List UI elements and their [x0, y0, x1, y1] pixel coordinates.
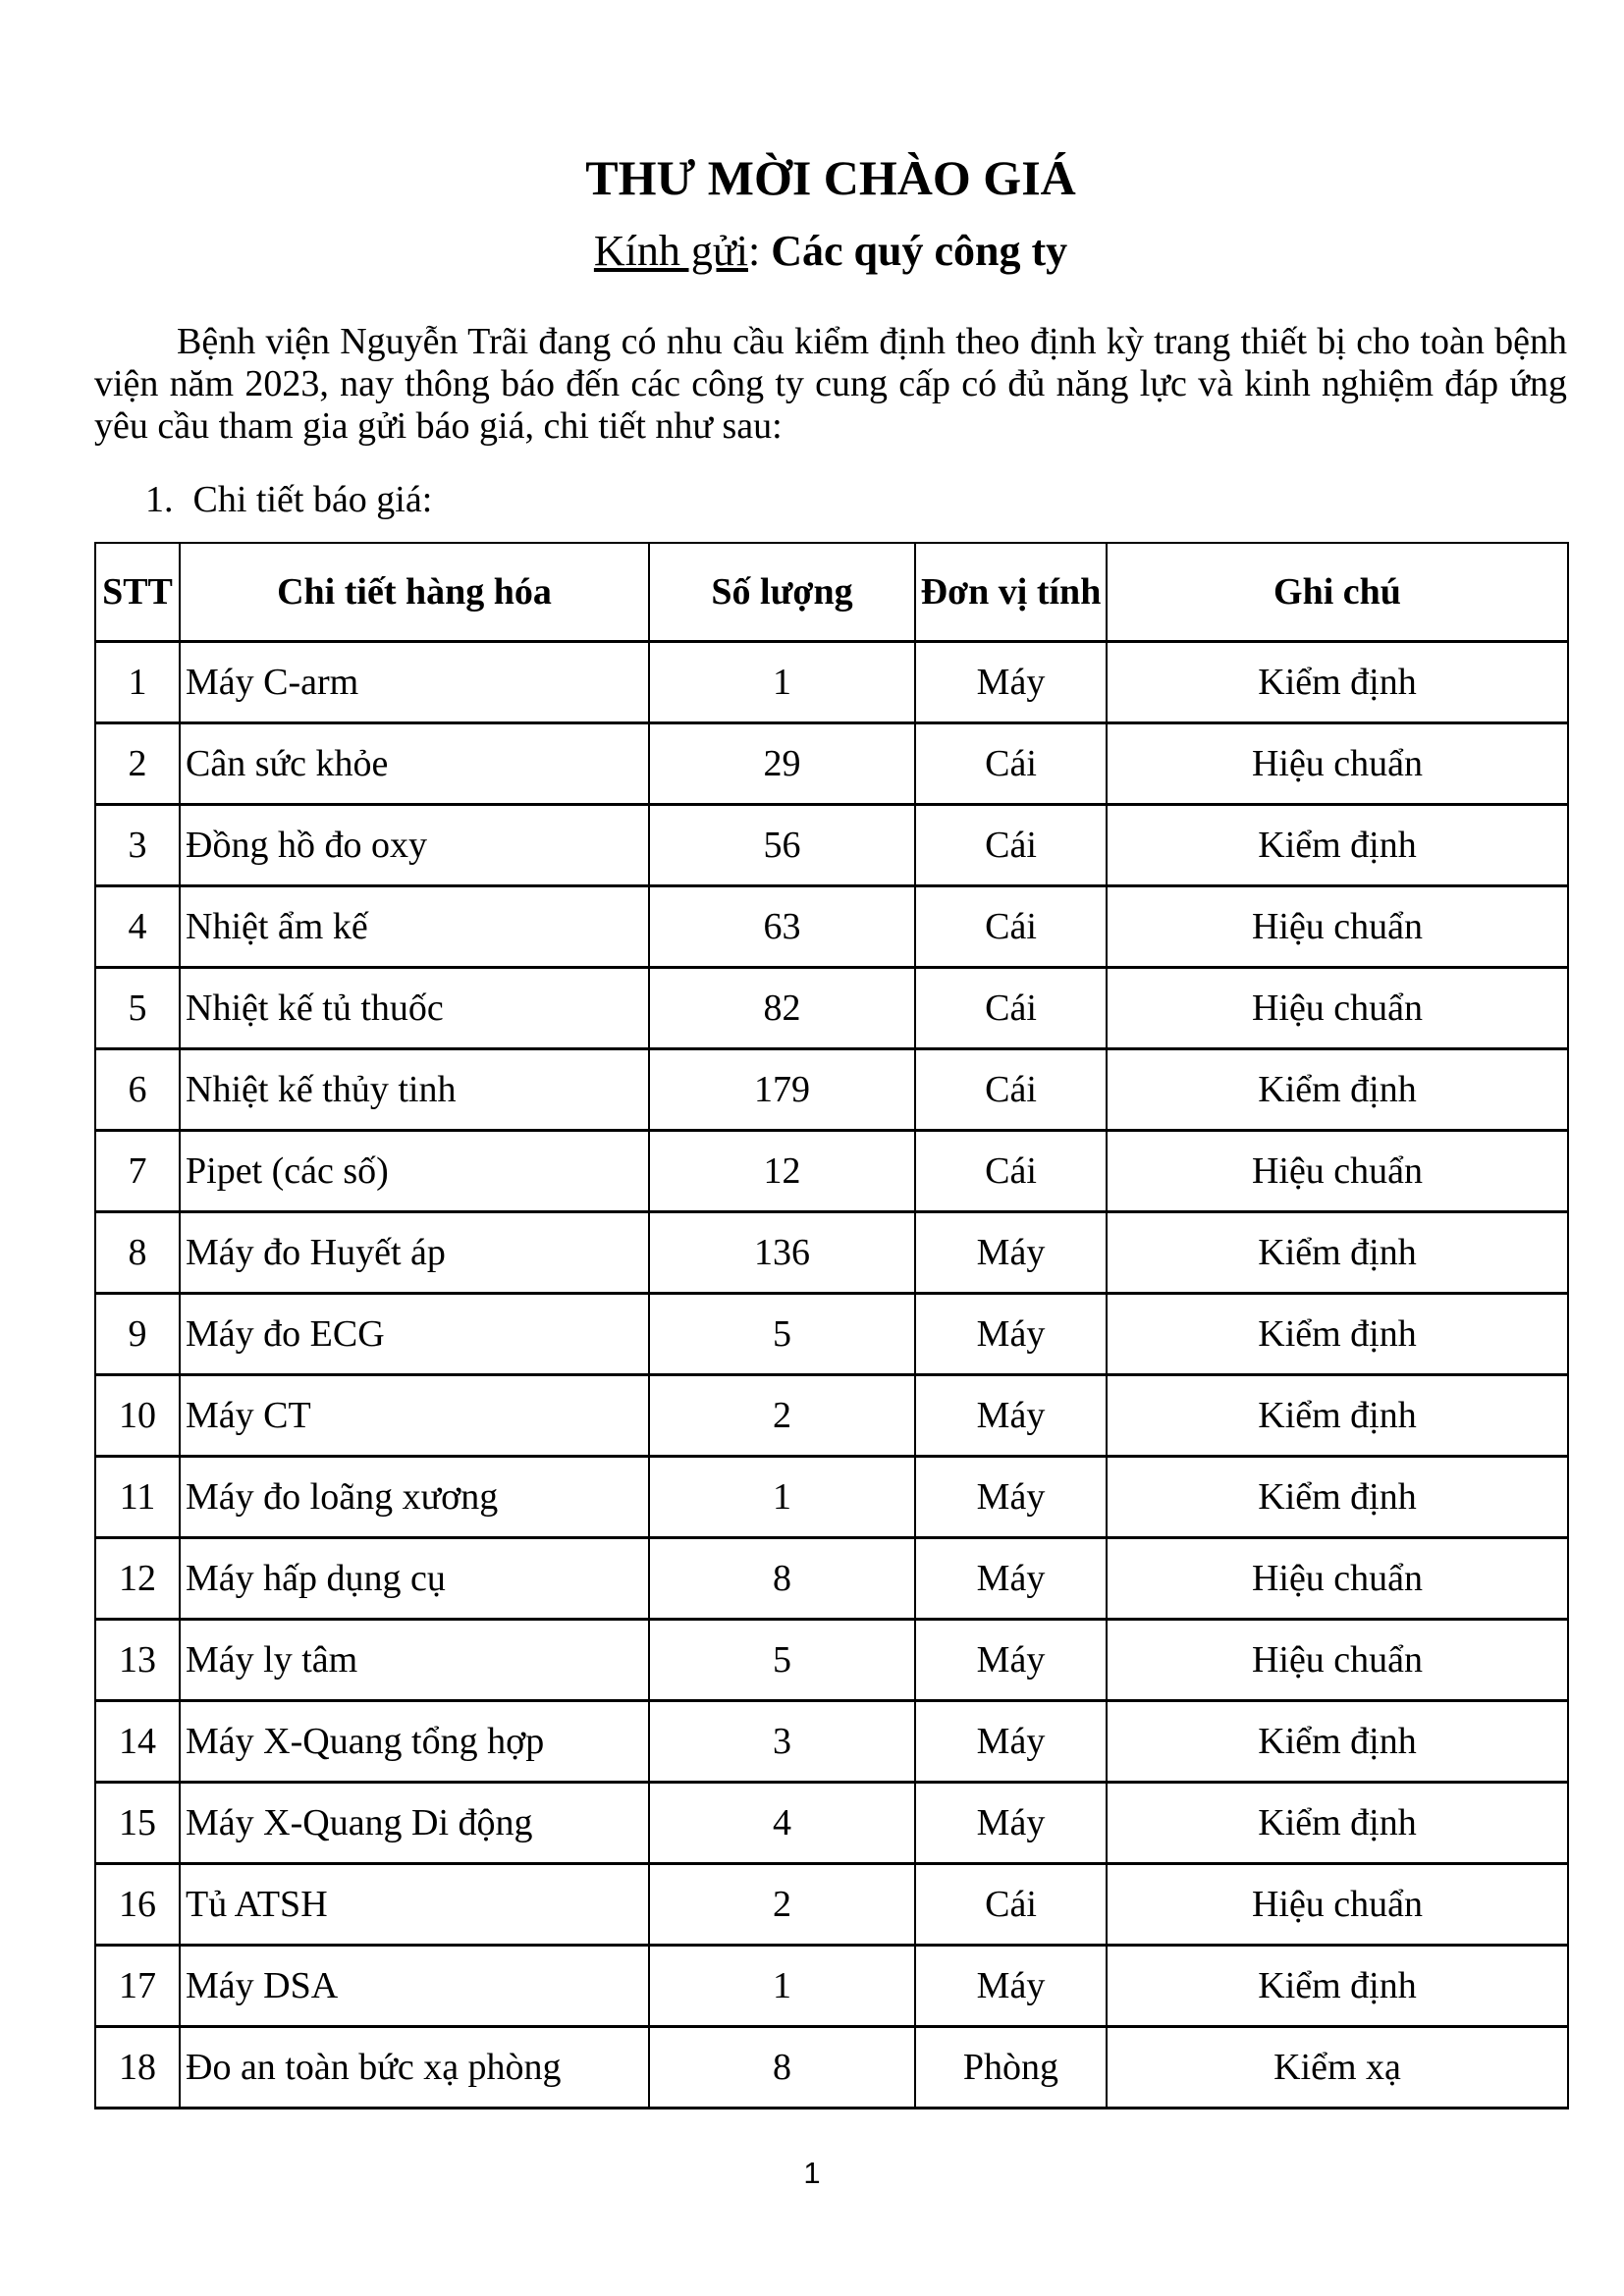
row-note: Kiểm định — [1107, 1211, 1568, 1293]
row-quantity: 63 — [649, 885, 915, 967]
table-row — [95, 1700, 1568, 1782]
row-item-name: Đo an toàn bức xạ phòng — [180, 2026, 649, 2108]
row-unit: Máy — [915, 1537, 1107, 1619]
row-unit: Cái — [915, 885, 1107, 967]
row-item-name: Máy ly tâm — [180, 1619, 649, 1700]
row-item-name: Máy DSA — [180, 1945, 649, 2026]
row-item-name: Pipet (các số) — [180, 1130, 649, 1211]
row-stt: 16 — [95, 1863, 180, 1945]
row-unit: Cái — [915, 804, 1107, 885]
salutation-greeting: Kính gửi — [593, 227, 748, 275]
row-note: Kiểm định — [1107, 641, 1568, 722]
row-stt: 18 — [95, 2026, 180, 2108]
table-row — [95, 1130, 1568, 1211]
table-row — [95, 1048, 1568, 1130]
row-unit: Cái — [915, 722, 1107, 804]
row-note: Hiệu chuẩn — [1107, 1537, 1568, 1619]
row-stt: 4 — [95, 885, 180, 967]
row-quantity: 56 — [649, 804, 915, 885]
quote-table-body — [95, 641, 1568, 2108]
row-item-name: Nhiệt ẩm kế — [180, 885, 649, 967]
row-stt: 17 — [95, 1945, 180, 2026]
row-quantity: 8 — [649, 2026, 915, 2108]
row-quantity: 8 — [649, 1537, 915, 1619]
row-item-name: Máy hấp dụng cụ — [180, 1537, 649, 1619]
table-row — [95, 1456, 1568, 1537]
row-quantity: 5 — [649, 1293, 915, 1374]
salutation-addressee: Các quý công ty — [771, 227, 1068, 275]
row-unit: Máy — [915, 1456, 1107, 1537]
row-item-name: Cân sức khỏe — [180, 722, 649, 804]
header-quantity: Số lượng — [649, 543, 915, 641]
row-quantity: 4 — [649, 1782, 915, 1863]
table-row — [95, 804, 1568, 885]
header-stt: STT — [95, 543, 180, 641]
row-note: Kiểm định — [1107, 1456, 1568, 1537]
page-number: 1 — [803, 2156, 821, 2190]
row-stt: 3 — [95, 804, 180, 885]
table-row — [95, 641, 1568, 722]
row-unit: Cái — [915, 967, 1107, 1048]
row-quantity: 1 — [649, 641, 915, 722]
row-unit: Máy — [915, 1374, 1107, 1456]
row-stt: 10 — [95, 1374, 180, 1456]
row-quantity: 1 — [649, 1456, 915, 1537]
row-note: Hiệu chuẩn — [1107, 722, 1568, 804]
row-item-name: Nhiệt kế tủ thuốc — [180, 967, 649, 1048]
row-item-name: Máy C-arm — [180, 641, 649, 722]
row-stt: 14 — [95, 1700, 180, 1782]
row-quantity: 2 — [649, 1374, 915, 1456]
row-quantity: 136 — [649, 1211, 915, 1293]
row-item-name: Đồng hồ đo oxy — [180, 804, 649, 885]
row-stt: 12 — [95, 1537, 180, 1619]
row-item-name: Máy đo ECG — [180, 1293, 649, 1374]
row-note: Kiểm định — [1107, 1048, 1568, 1130]
row-quantity: 12 — [649, 1130, 915, 1211]
header-unit: Đơn vị tính — [915, 543, 1107, 641]
quote-table — [94, 542, 1569, 2109]
row-stt: 2 — [95, 722, 180, 804]
row-stt: 8 — [95, 1211, 180, 1293]
row-note: Kiểm định — [1107, 804, 1568, 885]
salutation-line — [94, 226, 1567, 277]
list-item-number: 1. — [145, 479, 174, 520]
table-row — [95, 1293, 1568, 1374]
row-item-name: Máy X-Quang Di động — [180, 1782, 649, 1863]
row-note: Kiểm định — [1107, 1700, 1568, 1782]
row-unit: Cái — [915, 1130, 1107, 1211]
row-quantity: 29 — [649, 722, 915, 804]
row-unit: Máy — [915, 1700, 1107, 1782]
row-item-name: Nhiệt kế thủy tinh — [180, 1048, 649, 1130]
row-stt: 9 — [95, 1293, 180, 1374]
row-note: Kiểm xạ — [1107, 2026, 1568, 2108]
row-unit: Máy — [915, 1619, 1107, 1700]
row-stt: 13 — [95, 1619, 180, 1700]
row-quantity: 3 — [649, 1700, 915, 1782]
table-row — [95, 1945, 1568, 2026]
row-unit: Phòng — [915, 2026, 1107, 2108]
table-row — [95, 1619, 1568, 1700]
document-title: THƯ MỜI CHÀO GIÁ — [585, 150, 1076, 205]
header-row — [95, 543, 1568, 641]
row-stt: 7 — [95, 1130, 180, 1211]
row-item-name: Máy đo Huyết áp — [180, 1211, 649, 1293]
row-unit: Máy — [915, 1293, 1107, 1374]
row-note: Kiểm định — [1107, 1293, 1568, 1374]
row-unit: Cái — [915, 1863, 1107, 1945]
row-note: Hiệu chuẩn — [1107, 967, 1568, 1048]
row-note: Hiệu chuẩn — [1107, 885, 1568, 967]
row-item-name: Máy X-Quang tổng hợp — [180, 1700, 649, 1782]
row-stt: 5 — [95, 967, 180, 1048]
row-note: Hiệu chuẩn — [1107, 1130, 1568, 1211]
salutation-separator: : — [747, 227, 772, 275]
table-row — [95, 722, 1568, 804]
list-item-1 — [94, 478, 1567, 521]
row-quantity: 5 — [649, 1619, 915, 1700]
row-stt: 1 — [95, 641, 180, 722]
intro-paragraph: Bệnh viện Nguyễn Trãi đang có nhu cầu kiểm định theo định kỳ trang thiết bị cho toàn bệnh viện năm 2023, nay thông báo đến các công ty cung cấp có đủ năng lực và kinh nghiệm đáp ứng yêu cầu tham gia gửi báo giá, chi tiết như sau: — [94, 321, 1567, 447]
row-quantity: 82 — [649, 967, 915, 1048]
row-note: Kiểm định — [1107, 1374, 1568, 1456]
row-note: Kiểm định — [1107, 1782, 1568, 1863]
table-row — [95, 1782, 1568, 1863]
row-item-name: Tủ ATSH — [180, 1863, 649, 1945]
row-stt: 11 — [95, 1456, 180, 1537]
row-item-name: Máy CT — [180, 1374, 649, 1456]
quote-table-header — [95, 543, 1568, 641]
row-stt: 6 — [95, 1048, 180, 1130]
row-quantity: 1 — [649, 1945, 915, 2026]
table-row — [95, 1374, 1568, 1456]
table-row — [95, 885, 1568, 967]
table-row — [95, 1211, 1568, 1293]
row-quantity: 179 — [649, 1048, 915, 1130]
table-row — [95, 2026, 1568, 2108]
row-note: Hiệu chuẩn — [1107, 1863, 1568, 1945]
row-quantity: 2 — [649, 1863, 915, 1945]
row-unit: Máy — [915, 641, 1107, 722]
header-item: Chi tiết hàng hóa — [180, 543, 649, 641]
row-note: Hiệu chuẩn — [1107, 1619, 1568, 1700]
table-row — [95, 1537, 1568, 1619]
row-unit: Máy — [915, 1782, 1107, 1863]
row-stt: 15 — [95, 1782, 180, 1863]
row-unit: Máy — [915, 1211, 1107, 1293]
table-row — [95, 1863, 1568, 1945]
row-note: Kiểm định — [1107, 1945, 1568, 2026]
list-item-text: Chi tiết báo giá: — [192, 479, 433, 520]
table-row — [95, 967, 1568, 1048]
header-note: Ghi chú — [1107, 543, 1568, 641]
row-unit: Máy — [915, 1945, 1107, 2026]
row-unit: Cái — [915, 1048, 1107, 1130]
row-item-name: Máy đo loãng xương — [180, 1456, 649, 1537]
